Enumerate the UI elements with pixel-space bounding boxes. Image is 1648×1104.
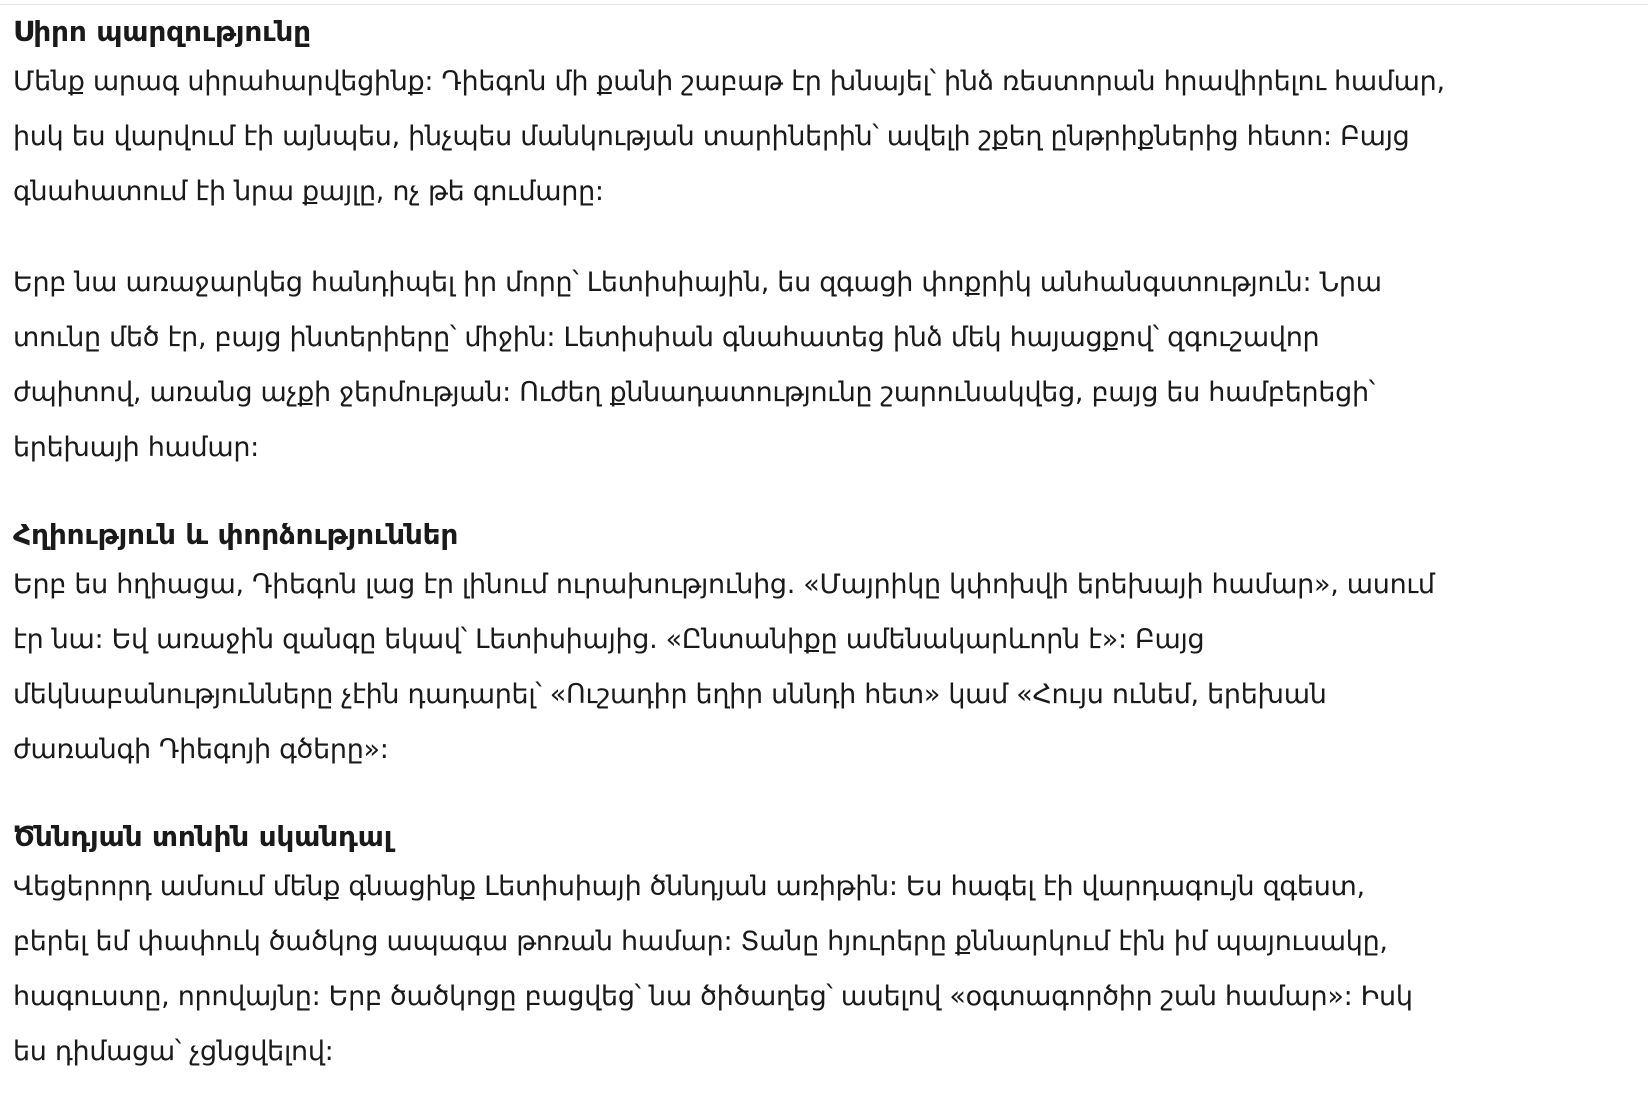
text-line: հագուստը, որովայնը: Երբ ծածկոցը բացվեց՝ նա ծիծաղեց՝ ասելով «օգտագործիր շան համար»: Իսկ <box>13 981 1413 1012</box>
paragraph-spacer <box>13 219 1613 255</box>
text-line: բերել եմ փափուկ ծածկոց ապագա թոռան համար: Տանը հյուրերը քննարկում էին իմ պայուսակը, <box>13 926 1388 957</box>
paragraph <box>13 54 1613 219</box>
text-line: երեխայի համար: <box>13 432 259 463</box>
text-line: Մենք արագ սիրահարվեցինք: Դիեգոն մի քանի շաբաթ էր խնայել՝ ինձ ռեստորան հրավիրելու համար, <box>13 66 1445 97</box>
text-line: մեկնաբանությունները չէին դադարել՝ «Ուշադիր եղիր սննդի հետ» կամ «Հույս ունեմ, երեխան <box>13 679 1327 710</box>
paragraph <box>13 859 1613 1079</box>
text-line: ժառանգի Դիեգոյի գծերը»: <box>13 734 389 765</box>
section-title: Հղիություն և փորձություններ <box>13 518 459 551</box>
text-line: Երբ նա առաջարկեց հանդիպել իր մորը՝ Լետիսիային, ես զգացի փոքրիկ անհանգստություն: Նրա <box>13 267 1382 298</box>
section-title: Ծննդյան տոնին սկանդալ <box>13 820 393 853</box>
text-line: ժպիտով, առանց աչքի ջերմության: Ուժեղ քննադատությունը շարունակվեց, բայց ես համբերեցի՝ <box>13 377 1375 408</box>
text-line: էր նա: Եվ առաջին զանգը եկավ՝ Լետիսիայից. «Ընտանիքը ամենակարևորն է»: Բայց <box>13 624 1205 655</box>
text-line: գնահատում էի նրա քայլը, ոչ թե գումարը: <box>13 176 604 207</box>
text-line: ես դիմացա՝ չցնցվելով: <box>13 1036 334 1067</box>
text-line: Վեցերորդ ամսում մենք գնացինք Լետիսիայի ծննդյան առիթին: Ես հագել էի վարդագույն զգեստ, <box>13 871 1365 902</box>
text-line: իսկ ես վարվում էի այնպես, ինչպես մանկության տարիներին՝ ավելի շքեղ ընթրիքներից հետո: Բայց <box>13 121 1410 152</box>
top-divider <box>0 0 1648 5</box>
paragraph <box>13 557 1613 777</box>
article-body <box>13 10 1613 1079</box>
paragraph <box>13 255 1613 475</box>
text-line: Երբ ես հղիացա, Դիեգոն լաց էր լինում ուրախությունից. «Մայրիկը կփոխվի երեխայի համար», ասում <box>13 569 1435 600</box>
section-title: Սիրո պարզությունը <box>13 15 311 48</box>
section-spacer <box>13 475 1613 513</box>
text-line: տունը մեծ էր, բայց ինտերիերը՝ միջին: Լետիսիան գնահատեց ինձ մեկ հայացքով՝ զգուշավոր <box>13 322 1320 353</box>
section-spacer <box>13 777 1613 815</box>
